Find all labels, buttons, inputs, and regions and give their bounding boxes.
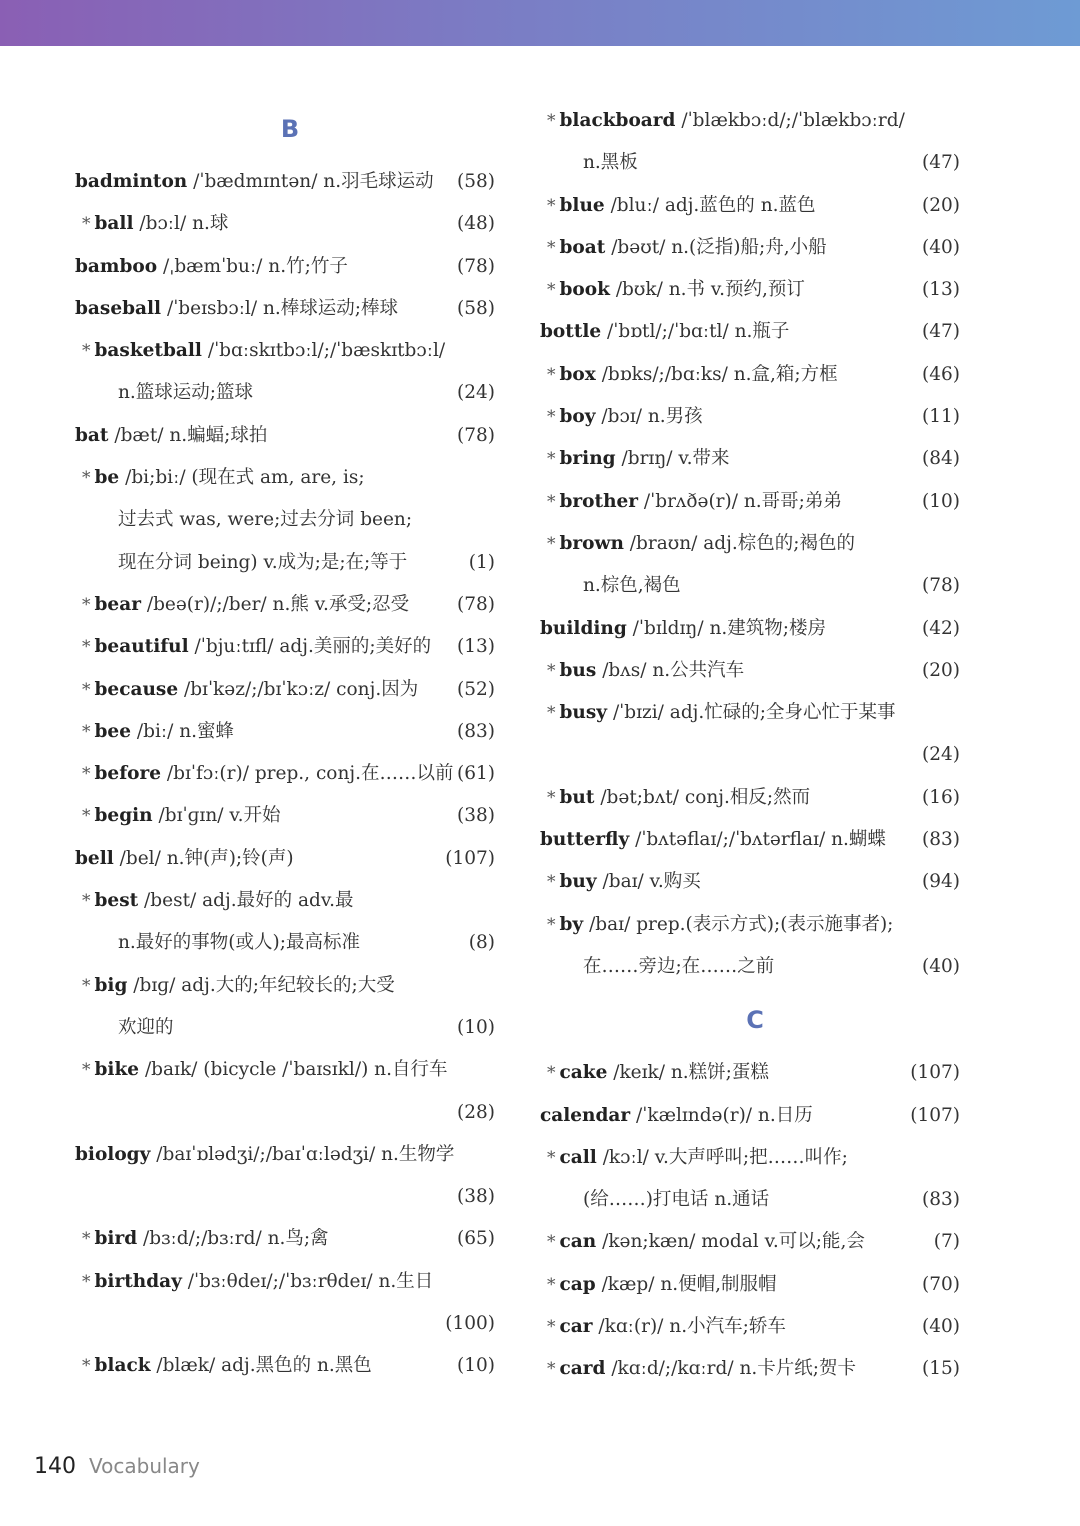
definition-text: /bʌs/ n.公共汽车 [596, 659, 745, 681]
vocab-entry-car [540, 1306, 960, 1348]
vocab-entry-building [540, 608, 960, 650]
vocab-entry-call [540, 1137, 960, 1179]
vocab-column-left [75, 100, 495, 1388]
definition-text: (给……)打电话 n.通话 [583, 1189, 770, 1211]
section-letter-c: C [746, 1006, 764, 1035]
headword: boy [559, 406, 596, 428]
definition-text: 在……旁边;在……之前 [583, 955, 775, 977]
headword: bottle [540, 321, 602, 343]
page-reference: (107) [910, 1104, 960, 1126]
vocab-entry-continuation [75, 542, 495, 584]
page-reference: (13) [457, 636, 495, 658]
definition-text: /ˈbɪldɪŋ/ n.建筑物;楼房 [626, 617, 826, 639]
page-reference: (100) [445, 1313, 495, 1335]
vocab-entry-best [75, 880, 495, 922]
key-word-marker: * [82, 1356, 91, 1377]
definition-text: /braʊn/ adj.棕色的;褐色的 [623, 532, 855, 554]
headword: badminton [75, 171, 188, 192]
definition-text: /baɪ/ v.购买 [596, 871, 701, 893]
definition-text: /baɪ/ prep.(表示方式);(表示施事者); [583, 913, 894, 935]
headword: bus [559, 659, 597, 681]
page-footer [34, 1454, 200, 1479]
definition-text: /ˈbʌtəflaɪ/;/ˈbʌtərflaɪ/ n.蝴蝶 [629, 829, 886, 851]
key-word-marker: * [547, 660, 556, 681]
definition-text: 欢迎的 [118, 1016, 174, 1038]
key-word-marker: * [547, 1232, 556, 1253]
vocab-entry-brown [540, 523, 960, 565]
page-reference: (10) [457, 1016, 495, 1038]
definition-text: /bluː/ adj.蓝色的 n.蓝色 [604, 194, 816, 216]
vocab-entry-before [75, 753, 495, 795]
footer-label: Vocabulary [89, 1454, 200, 1478]
key-word-marker: * [547, 237, 556, 258]
page-reference: (42) [922, 617, 960, 639]
headword: but [559, 786, 595, 808]
definition-text: /ˈbɒtl/;/ˈbɑːtl/ n.瓶子 [601, 321, 790, 343]
vocab-entry-continuation [75, 499, 495, 541]
vocab-entry-brother [540, 481, 960, 523]
key-word-marker: * [82, 468, 91, 489]
header-gradient-bar [0, 0, 1080, 46]
key-word-marker: * [547, 111, 556, 131]
vocab-entry-ball [75, 203, 495, 245]
key-word-marker: * [547, 1359, 556, 1380]
page-reference: (84) [922, 448, 960, 470]
headword: bear [94, 593, 141, 615]
page-reference: (11) [922, 406, 960, 428]
definition-text: /ˈbjuːtɪfl/ adj.美丽的;美好的 [188, 636, 432, 658]
vocab-entry-continuation [540, 1179, 960, 1221]
vocab-entry-continuation [540, 946, 960, 988]
page-reference: (58) [457, 171, 495, 192]
vocab-entry-by [540, 904, 960, 946]
definition-text: /ˈblækbɔːd/;/ˈblækbɔːrd/ [675, 110, 905, 131]
headword: bat [75, 424, 109, 446]
page-reference: (58) [457, 297, 495, 319]
entry-list-left [75, 161, 495, 1388]
vocab-entry-bus [540, 650, 960, 692]
definition-text: /ˈbɜːθdeɪ/;/ˈbɜːrθdeɪ/ n.生日 [181, 1270, 434, 1292]
definition-text: 现在分词 being) v.成为;是;在;等于 [118, 551, 408, 573]
definition-text: /kɔːl/ v.大声呼叫;把……叫作; [596, 1146, 848, 1168]
vocab-entry-can [540, 1221, 960, 1263]
page-reference: (107) [910, 1062, 960, 1084]
page-reference: (61) [457, 763, 495, 785]
definition-text: /baɪk/ (bicycle /ˈbaɪsɪkl/) n.自行车 [139, 1059, 448, 1081]
key-word-marker: * [547, 1317, 556, 1338]
vocab-entry-continuation [75, 372, 495, 414]
vocab-entry-continuation [540, 142, 960, 184]
page-reference: (28) [457, 1101, 495, 1123]
page-reference: (83) [922, 1189, 960, 1211]
definition-text: /blæk/ adj.黑色的 n.黑色 [150, 1355, 372, 1377]
vocab-entry-blackboard [540, 100, 960, 142]
page-reference: (78) [457, 424, 495, 446]
page-reference: (48) [457, 213, 495, 235]
vocab-entry-biology [75, 1134, 495, 1176]
page-reference: (24) [922, 744, 960, 766]
vocab-entry-because [75, 669, 495, 711]
vocab-entry-busy [540, 692, 960, 734]
key-word-marker: * [547, 491, 556, 512]
page-number: 140 [34, 1454, 76, 1479]
headword: building [540, 617, 627, 639]
vocab-entry-bird [75, 1218, 495, 1260]
key-word-marker: * [547, 1063, 556, 1084]
vocab-entry-black [75, 1345, 495, 1387]
vocab-entry-book [540, 269, 960, 311]
headword: cap [559, 1273, 596, 1295]
key-word-marker: * [547, 533, 556, 554]
headword: bring [559, 448, 616, 470]
vocab-entry-baseball [75, 288, 495, 330]
page-reference: (20) [922, 659, 960, 681]
headword: ball [94, 213, 134, 235]
definition-text: /kɑːd/;/kɑːrd/ n.卡片纸;贺卡 [605, 1358, 856, 1380]
vocab-entry-continuation [75, 1176, 495, 1218]
definition-text: /bel/ n.钟(声);铃(声) [113, 847, 294, 869]
headword: call [559, 1146, 597, 1168]
vocab-entry-calendar [540, 1095, 960, 1137]
key-word-marker: * [547, 872, 556, 893]
page-reference: (40) [922, 955, 960, 977]
headword: beautiful [94, 636, 189, 658]
page-reference: (46) [922, 363, 960, 385]
headword: begin [94, 805, 153, 827]
key-word-marker: * [547, 449, 556, 470]
definition-text: /bi;biː/ (现在式 am, are, is; [119, 467, 365, 489]
definition-text: /bɒks/;/bɑːks/ n.盒,箱;方框 [595, 363, 838, 385]
vocab-entry-continuation [75, 922, 495, 964]
key-word-marker: * [547, 787, 556, 808]
headword: before [94, 763, 162, 785]
page-reference: (15) [922, 1358, 960, 1380]
page-reference: (20) [922, 194, 960, 216]
definition-text: /ˈbrʌðə(r)/ n.哥哥;弟弟 [638, 490, 842, 512]
vocab-entry-be [75, 457, 495, 499]
page-reference: (47) [922, 152, 960, 174]
key-word-marker: * [547, 703, 556, 724]
key-word-marker: * [82, 1229, 91, 1250]
key-word-marker: * [82, 637, 91, 658]
vocab-entry-boat [540, 227, 960, 269]
key-word-marker: * [82, 721, 91, 742]
key-word-marker: * [547, 364, 556, 385]
vocab-entry-buy [540, 861, 960, 903]
definition-text: /bɔɪ/ n.男孩 [595, 406, 703, 428]
headword: brother [559, 490, 639, 512]
vocab-entry-continuation [540, 565, 960, 607]
headword: bird [94, 1228, 138, 1250]
definition-text: n.棕色,褐色 [583, 575, 681, 597]
definition-text: /keɪk/ n.糕饼;蛋糕 [607, 1062, 769, 1084]
headword: bee [94, 720, 131, 742]
headword: baseball [75, 297, 162, 319]
vocab-entry-bottle [540, 311, 960, 353]
page-reference: (78) [922, 575, 960, 597]
vocab-entry-cap [540, 1264, 960, 1306]
vocab-entry-boy [540, 396, 960, 438]
vocab-entry-butterfly [540, 819, 960, 861]
page-reference: (38) [457, 805, 495, 827]
headword: car [559, 1316, 593, 1338]
entry-list-right [540, 100, 960, 1391]
headword: bike [94, 1059, 140, 1081]
page-reference: (83) [457, 720, 495, 742]
definition-text: /kɑː(r)/ n.小汽车;轿车 [592, 1316, 786, 1338]
page-reference: (78) [457, 255, 495, 277]
vocab-entry-continuation [540, 734, 960, 776]
page-reference: (38) [457, 1186, 495, 1208]
headword: black [94, 1355, 151, 1377]
key-word-marker: * [547, 407, 556, 428]
vocab-entry-basketball [75, 330, 495, 372]
definition-text: /kæp/ n.便帽,制服帽 [595, 1273, 777, 1295]
definition-text: /brɪŋ/ v.带来 [615, 448, 730, 470]
section-letter-b: B [280, 115, 300, 143]
definition-text: /bɪɡ/ adj.大的;年纪较长的;大受 [127, 974, 395, 996]
headword: can [559, 1231, 597, 1253]
page-reference: (24) [457, 382, 495, 404]
vocab-entry-continuation [75, 1092, 495, 1134]
page-reference: (70) [922, 1273, 960, 1295]
key-word-marker: * [82, 806, 91, 827]
definition-text: /bɪˈfɔː(r)/ prep., conj.在……以前 [161, 763, 454, 785]
key-word-marker: * [82, 594, 91, 615]
vocab-entry-blue [540, 185, 960, 227]
definition-text: /bɔːl/ n.球 [133, 213, 229, 235]
page-reference: (7) [933, 1231, 960, 1253]
headword: blue [559, 194, 605, 216]
vocab-entry-big [75, 965, 495, 1007]
vocab-entry-birthday [75, 1261, 495, 1303]
definition-text: /bɜːd/;/bɜːrd/ n.鸟;禽 [137, 1228, 329, 1250]
definition-text: /ˈbɪzi/ adj.忙碌的;全身心忙于某事 [607, 702, 896, 724]
definition-text: 过去式 was, were;过去分词 been; [118, 509, 413, 531]
vocab-entry-bat [75, 415, 495, 457]
page-reference: (52) [457, 678, 495, 700]
headword: be [94, 467, 120, 489]
headword: bell [75, 847, 114, 869]
key-word-marker: * [82, 764, 91, 785]
definition-text: /bɪˈɡɪn/ v.开始 [152, 805, 281, 827]
key-word-marker: * [82, 891, 91, 912]
vocab-entry-continuation [75, 1303, 495, 1345]
headword: buy [559, 871, 597, 893]
vocab-entry-continuation [75, 1007, 495, 1049]
headword: busy [559, 702, 608, 724]
definition-text: /bəʊt/ n.(泛指)船;舟,小船 [605, 236, 827, 258]
headword: blackboard [559, 110, 676, 131]
vocab-entry-box [540, 354, 960, 396]
key-word-marker: * [82, 214, 91, 235]
key-word-marker: * [82, 975, 91, 996]
headword: bamboo [75, 255, 158, 277]
definition-text: /beə(r)/;/ber/ n.熊 v.承受;忍受 [140, 593, 410, 615]
vocab-column-right [540, 100, 960, 1391]
headword: birthday [94, 1270, 182, 1292]
headword: by [559, 913, 584, 935]
definition-text: n.篮球运动;篮球 [118, 382, 254, 404]
vocab-entry-bell [75, 838, 495, 880]
key-word-marker: * [82, 341, 91, 362]
page-reference: (40) [922, 236, 960, 258]
page-reference: (1) [468, 551, 495, 573]
page-reference: (94) [922, 871, 960, 893]
headword: biology [75, 1143, 151, 1165]
headword: butterfly [540, 829, 630, 851]
definition-text: /ˈbeɪsbɔːl/ n.棒球运动;棒球 [161, 297, 398, 319]
definition-text: /bɪˈkəz/;/bɪˈkɔːz/ conj.因为 [178, 678, 419, 700]
vocab-entry-but [540, 777, 960, 819]
vocab-entry-card [540, 1348, 960, 1390]
headword: brown [559, 532, 624, 554]
page-reference: (83) [922, 829, 960, 851]
vocab-entry-bamboo [75, 246, 495, 288]
page-reference: (8) [468, 932, 495, 954]
definition-text: /ˈbɑːskɪtbɔːl/;/ˈbæskɪtbɔːl/ [201, 340, 446, 362]
page-reference: (78) [457, 593, 495, 615]
page-reference: (107) [445, 847, 495, 869]
headword: card [559, 1358, 606, 1380]
headword: best [94, 890, 139, 912]
vocab-entry-badminton [75, 161, 495, 203]
vocab-entry-bring [540, 438, 960, 480]
headword: basketball [94, 340, 202, 362]
page-reference: (10) [922, 490, 960, 512]
definition-text: n.黑板 [583, 152, 638, 174]
key-word-marker: * [82, 1060, 91, 1081]
headword: boat [559, 236, 606, 258]
headword: book [559, 279, 610, 301]
key-word-marker: * [547, 280, 556, 301]
page-reference: (13) [922, 279, 960, 301]
key-word-marker: * [547, 914, 556, 935]
definition-text: /bæt/ n.蝙蝠;球拍 [108, 424, 268, 446]
key-word-marker: * [82, 679, 91, 700]
key-word-marker: * [547, 195, 556, 216]
definition-text: /best/ adj.最好的 adv.最 [138, 890, 354, 912]
vocab-entry-begin [75, 795, 495, 837]
headword: box [559, 363, 596, 385]
key-word-marker: * [82, 1271, 91, 1292]
headword: calendar [540, 1104, 631, 1126]
definition-text: n.最好的事物(或人);最高标准 [118, 932, 360, 954]
headword: cake [559, 1062, 608, 1084]
definition-text: /bət;bʌt/ conj.相反;然而 [594, 786, 811, 808]
key-word-marker: * [547, 1147, 556, 1168]
page-reference: (65) [457, 1228, 495, 1250]
vocab-entry-cake [540, 1052, 960, 1094]
page-reference: (40) [922, 1316, 960, 1338]
vocab-entry-bee [75, 711, 495, 753]
vocab-entry-beautiful [75, 626, 495, 668]
page-reference: (47) [922, 321, 960, 343]
headword: because [94, 678, 179, 700]
definition-text: /kən;kæn/ modal v.可以;能,会 [596, 1231, 865, 1253]
definition-text: /biː/ n.蜜蜂 [130, 720, 234, 742]
page-reference: (10) [457, 1355, 495, 1377]
vocab-entry-bike [75, 1049, 495, 1091]
vocab-entry-bear [75, 584, 495, 626]
page-reference: (16) [922, 786, 960, 808]
key-word-marker: * [547, 1274, 556, 1295]
definition-text: /baɪˈɒlədʒi/;/baɪˈɑːlədʒi/ n.生物学 [150, 1143, 455, 1165]
definition-text: /ˈbædmɪntən/ n.羽毛球运动 [187, 171, 434, 192]
definition-text: /bʊk/ n.书 v.预约,预订 [609, 279, 805, 301]
definition-text: /ˈkælɪndə(r)/ n.日历 [630, 1104, 813, 1126]
definition-text: /ˌbæmˈbuː/ n.竹;竹子 [157, 255, 348, 277]
headword: big [94, 974, 128, 996]
